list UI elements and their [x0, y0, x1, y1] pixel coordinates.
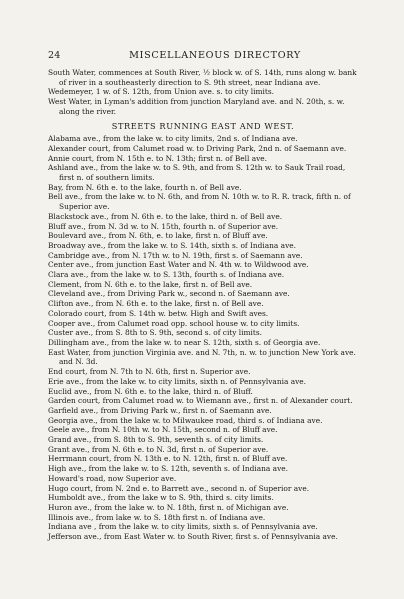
street-entry: End court, from N. 7th to N. 6th, first n. Superior ave. [48, 367, 251, 377]
street-entry: Huron ave., from the lake w. to N. 18th, first n. of Michigan ave. [48, 502, 289, 512]
running-title: MISCELLANEOUS DIRECTORY [129, 50, 301, 61]
street-entry: Bell ave., from the lake w. to N. 6th, and from N. 10th w. to R. R. track, fifth n. of Superior ave. [48, 192, 351, 212]
street-entry: Wedemeyer, 1 w. of S. 12th, from Union ave. s. to city limits. [48, 87, 274, 97]
street-entry: Bay, from N. 6th e. to the lake, fourth n. of Bell ave. [48, 182, 242, 192]
street-entry: Geele ave., from N. 10th w. to N. 15th, second n. of Bluff ave. [48, 425, 278, 435]
street-entry: Humboldt ave., from the lake w to S. 9th, third s. city limits. [48, 493, 274, 503]
street-entry: Euclid ave., from N. 6th e. to the lake, third n. of Bluff. [48, 386, 253, 396]
street-entry: Colorado court, from S. 14th w. betw. High and Swift aves. [48, 308, 269, 318]
street-entry: Garfield ave., from Driving Park w., first n. of Saemann ave. [48, 405, 272, 415]
street-entry: Clement, from N. 6th e. to the lake, first n. of Bell ave. [48, 279, 253, 289]
street-entry: Blackstock ave., from N. 6th e. to the lake, third n. of Bell ave. [48, 211, 283, 221]
street-entry: Bluff ave., from N. 3d w. to N. 15th, fourth n. of Superior ave. [48, 221, 279, 231]
street-entry: High ave., from the lake w. to S. 12th, seventh s. of Indiana ave. [48, 464, 288, 474]
page-header [48, 50, 358, 64]
street-entry: Herrmann court, from N. 13th e. to N. 12th, first n. of Bluff ave. [48, 454, 288, 464]
street-entry: Clara ave., from the lake w. to S. 13th, fourth s. of Indiana ave. [48, 270, 285, 280]
page-number: 24 [48, 50, 61, 61]
section-heading: STREETS RUNNING EAST AND WEST. [111, 120, 295, 131]
street-entry: Broadway ave., from the lake w. to S. 14th, sixth s. of Indiana ave. [48, 240, 296, 250]
street-list [48, 134, 358, 542]
street-entry: East Water, from junction Virginia ave. and N. 7th, n. w. to junction New York ave. and N. 3d. [48, 347, 356, 367]
street-entry: Alabama ave., from the lake w. to city limits, 2nd s. of Indiana ave. [48, 134, 298, 144]
street-entry: Dillingham ave., from the lake w. to near S. 12th, sixth s. of Georgia ave. [48, 337, 321, 347]
street-entry: Cleveland ave., from Driving Park w., second n. of Saemann ave. [48, 289, 290, 299]
street-entry: Jefferson ave., from East Water w. to South River, first s. of Pennsylvania ave. [48, 532, 338, 542]
directory-body [48, 68, 358, 542]
street-entry: Annie court, from N. 15th e. to N. 13th; first n. of Bell ave. [48, 153, 268, 163]
street-entry: Cooper ave., from Calumet road opp. school house w. to city limits. [48, 318, 300, 328]
street-entry: Ashland ave., from the lake w. to S. 9th, and from S. 12th w. to Sauk Trail road, first n. of southern limits. [48, 163, 346, 183]
street-entry: West Water, in Lyman's addition from junction Maryland ave. and N. 20th, s. w. along the river. [48, 97, 345, 116]
street-entry: Clifton ave., from N. 6th e. to the lake, first n. of Bell ave. [48, 299, 264, 309]
street-entry: Garden court, from Calumet road w. to Wiemann ave., first n. of Alexander court. [48, 396, 353, 406]
street-entry: Howard's road, now Superior ave. [48, 473, 177, 483]
street-entry: Custer ave., from S. 8th to S. 9th, second s. of city limits. [48, 328, 263, 338]
street-entry: Hugo court, from N. 2nd e. to Barrett ave., second n. of Superior ave. [48, 483, 310, 493]
street-entry: South Water, commences at South River, ½ block w. of S. 14th, runs along w. bank of river in a southeasterly direction to S. 9th street, near Indiana ave. [48, 68, 357, 87]
street-entry: Erie ave., from the lake w. to city limits, sixth n. of Pennsylvania ave. [48, 376, 307, 386]
street-entry: Boulevard ave., from N. 6th, e. to lake, first n. of Bluff ave. [48, 231, 268, 241]
street-entry: Illinois ave., from lake w. to S. 18th first n. of Indiana ave. [48, 512, 266, 522]
street-entry: Georgia ave., from the lake w. to Milwaukee road, third s. of Indiana ave. [48, 415, 323, 425]
street-entry: Center ave., from junction East Water and N. 4th w. to Wildwood ave. [48, 260, 309, 270]
street-entry: Alexander court, from Calumet road w. to Driving Park, 2nd n. of Saemann ave. [48, 143, 347, 153]
street-entry: Grand ave., from S. 8th to S. 9th, seventh s. of city limits. [48, 435, 264, 445]
street-entry: Cambridge ave., from N. 17th w. to N. 19th, first s. of Saemann ave. [48, 250, 303, 260]
street-entry: Indiana ave , from the lake w. to city limits, sixth s. of Pennsylvania ave. [48, 522, 318, 532]
street-entry: Grant ave., from N. 6th e. to N. 3d, first n. of Superior ave. [48, 444, 269, 454]
